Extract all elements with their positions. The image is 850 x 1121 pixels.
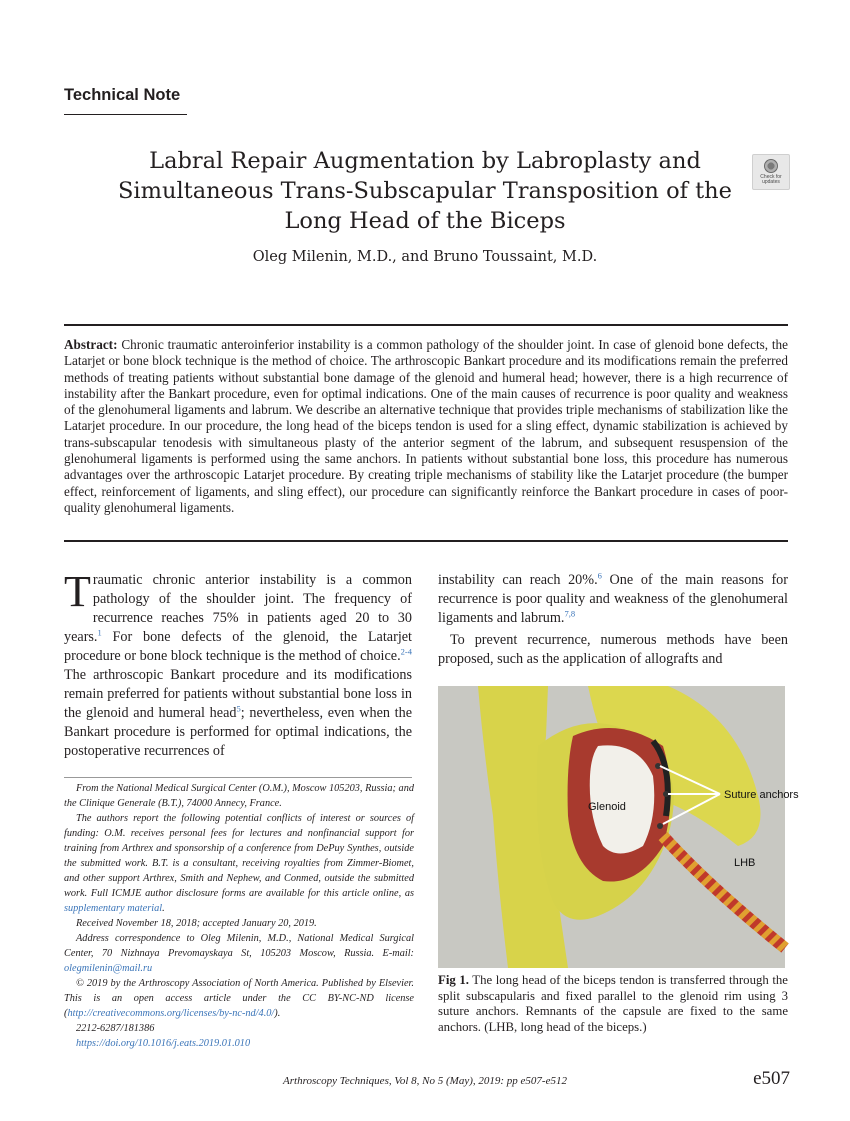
caption-label: Fig 1. — [438, 973, 469, 987]
abstract-label: Abstract: — [64, 337, 118, 352]
label-suture-anchors: Suture anchors — [724, 789, 799, 801]
figure-caption — [438, 973, 788, 1035]
conflict-note — [64, 811, 414, 916]
badge-line-1: Check for — [760, 174, 782, 180]
citation-link[interactable]: 6 — [597, 570, 602, 581]
body-column-right — [438, 571, 788, 669]
page-number: e507 — [753, 1068, 790, 1089]
authors: Oleg Milenin, M.D., and Bruno Toussaint, M.D. — [252, 249, 598, 265]
copyright-text: © 2019 by the Arthroscopy Association of North America. Published by Elsevier. This is an open access article under the CC BY-NC-ND license ( — [64, 978, 414, 1019]
body-column-left — [64, 567, 412, 761]
section-label: Technical Note — [64, 86, 181, 104]
issn-note: 2212-6287/181386 — [76, 1023, 155, 1034]
license-link[interactable]: http://creativecommons.org/licenses/by-nc-nd/4.0/ — [67, 1008, 275, 1019]
updates-icon — [764, 159, 778, 173]
abstract — [64, 337, 788, 516]
article-title: Labral Repair Augmentation by Labroplasty and Simultaneous Trans-Subscapular Transposition of the Long Head of the Biceps — [118, 148, 732, 234]
received-note: Received November 18, 2018; accepted January 20, 2019. — [76, 918, 317, 929]
citation-link[interactable]: 5 — [236, 703, 241, 714]
body-text: raumatic chronic anterior instability is a common pathology of the shoulder joint. The frequency of recurrence reaches 75% in patients aged 20 to 30 years. — [64, 572, 412, 645]
body-text: For bone defects of the glenoid, the Latarjet procedure or bone block technique is the method of choice. — [64, 629, 412, 664]
label-lhb: LHB — [734, 857, 756, 869]
citation-link[interactable]: 7,8 — [564, 608, 576, 619]
abstract-text: Chronic traumatic anteroinferior instability is a common pathology of the shoulder joint. In case of glenoid bone defects, the Latarjet or bone block technique is the method of choice. The arthroscopic Bankart procedure and its modifications remain the preferred methods of treating patients without substantial bone damage of the glenoid and humeral head; however, there is a high recurrence of instability after the Bankart procedure, even for optimal indications. One of the main causes of recurrence is poor quality and weakness of the glenohumeral ligaments and labrum. We describe an alternative technique that provides triple mechanisms of stabilization like the Latarjet procedure. In our procedure, the long head of the biceps tendon is used for a sling effect, dynamic stabilization is achieved by trans-subscapular tenodesis with simultaneous plasty of the anterior segment of the labrum, and subsequent resuspension of the glenohumeral ligaments is performed using the same anchors. In patients without substantial bone loss, this procedure has numerous advantages over the arthroscopic Latarjet procedure. By creating triple mechanisms of stability like the Latarjet procedure (the bumper effect, reinforcement of ligaments, and sling effect), our procedure can significantly reinforce the Bankart procedure in cases of poor-quality glenohumeral ligaments. — [64, 337, 789, 515]
supplementary-link[interactable]: supplementary material — [64, 903, 163, 914]
check-for-updates-badge[interactable] — [752, 154, 790, 190]
abstract-bottom-rule — [64, 540, 788, 542]
citation-link[interactable]: 1 — [97, 627, 102, 638]
body-text: To prevent recurrence, numerous methods have been proposed, such as the application of allografts and — [438, 632, 788, 667]
body-text: ; nevertheless, even when the Bankart procedure is performed for optimal indications, the postoperative recurrences of — [64, 705, 412, 759]
body-text: One of the main reasons for recurrence is poor quality and weakness of the glenohumeral ligaments and labrum. — [438, 572, 789, 626]
conflict-text: The authors report the following potential conflicts of interest or sources of funding: O.M. receives personal fees for lectures and nonfinancial support for training from Arthrex and sponsorship of a conference from DePuy Synthes, outside the submitted work. B.T. is a consultant, receiving royalties from Zimmer-Biomet, and other support Arthrex, Smith and Nephew, and Conmed, outside the submitted work. Full ICMJE author disclosure forms are available for this article online, as — [64, 813, 414, 899]
email-link[interactable]: olegmilenin@mail.ru — [64, 963, 153, 974]
abstract-top-rule — [64, 324, 788, 326]
badge-line-2: updates — [762, 179, 780, 185]
footnote-rule — [64, 777, 412, 778]
caption-text: The long head of the biceps tendon is transferred through the split subscapularis and fixed parallel to the glenoid rim using 3 suture anchors. Remnants of the capsule are fixed to the same anchors. (LHB, long head of the biceps.) — [438, 973, 788, 1034]
conflict-end: . — [162, 903, 165, 914]
doi-link[interactable]: https://doi.org/10.1016/j.eats.2019.01.010 — [76, 1038, 251, 1049]
address-text: Address correspondence to Oleg Milenin, M.D., National Medical Surgical Center, 70 Nizhnaya Prevomayskaya St, 105203 Moscow, Russia. E-mail: — [64, 933, 414, 959]
address-note — [64, 931, 414, 976]
copyright-note — [64, 976, 414, 1021]
affiliation-note: From the National Medical Surgical Center (O.M.), Moscow 105203, Russia; and the Clinique Generale (B.T.), 74000 Annecy, France. — [64, 783, 414, 809]
label-glenoid: Glenoid — [588, 801, 626, 813]
shoulder-model-photo — [438, 686, 799, 968]
drop-cap: T — [64, 567, 91, 616]
copyright-end: ). — [274, 1008, 281, 1019]
citation-link[interactable]: 2-4 — [400, 646, 412, 657]
section-rule — [64, 114, 187, 115]
figure-image — [438, 686, 799, 968]
footnotes — [64, 781, 414, 1051]
journal-citation: Arthroscopy Techniques, Vol 8, No 5 (May), 2019: pp e507-e512 — [283, 1075, 567, 1087]
body-text: instability can reach 20%. — [438, 572, 598, 588]
body-text: The arthroscopic Bankart procedure and its modifications remain preferred for patients without substantial bone loss in the glenoid and humeral head — [64, 667, 412, 721]
